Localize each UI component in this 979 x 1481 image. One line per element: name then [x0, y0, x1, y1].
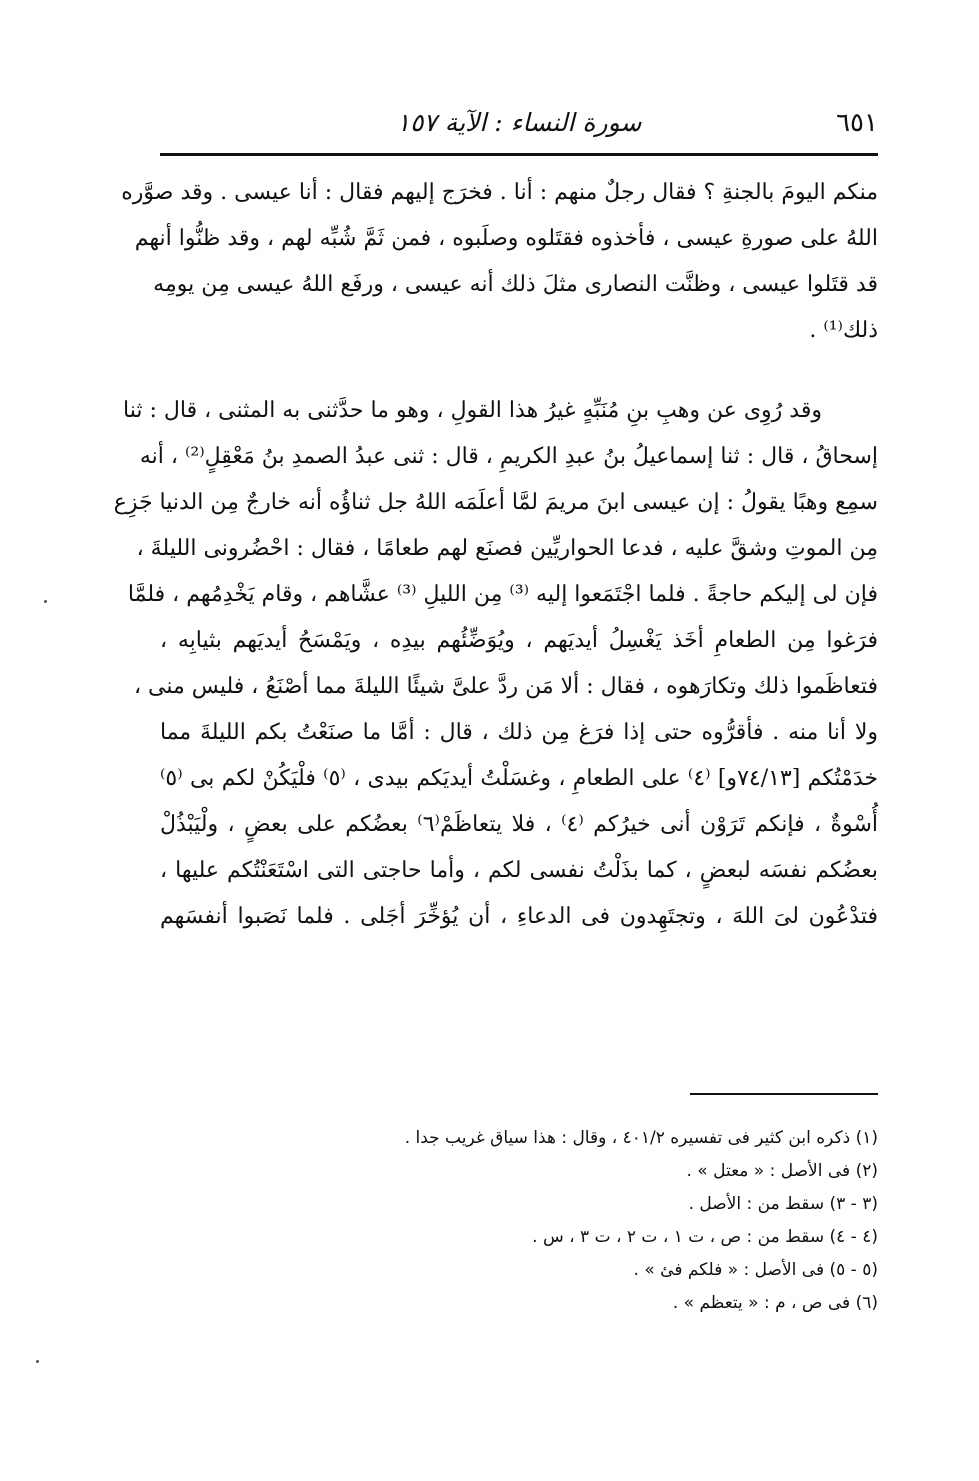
- text-line: فتدْعُون لىَ اللهَ ، وتجتَهِدون فى الدعاءِ ، أن يُؤخِّرَ أجَلى . فلما نَصَبوا أنفسَهم: [160, 904, 878, 929]
- text-line: وقد رُوِى عن وهبِ بنِ مُنَبِّهٍ غيرُ هذا القولِ ، وهو ما حدَّثنى به المثنى ، قال : ثنا: [123, 398, 822, 423]
- footnote-6: (٦) فى ص ، م : « يتعظم » .: [672, 1293, 878, 1313]
- paragraph-gap: [160, 354, 878, 388]
- footnote-1: (١) ذكره ابن كثير فى تفسيره ٤٠١/٢ ، وقال : هذا سياق غريب جدا .: [404, 1128, 878, 1148]
- text-line: فتعاظَموا ذلك وتكارَهوه ، فقال : ألا مَن ردَّ علىَّ شيئًا الليلةَ مما أصْنَعُ ، فليس منى ،: [133, 674, 878, 699]
- text-line: بعضُكم نفسَه لبعضٍ ، كما بذَلْتُ نفسى لكم ، وأما حاجتى التى اسْتَعَنْتُكم عليها ،: [160, 858, 878, 883]
- footnotes: [300, 1122, 878, 1320]
- text-line: إسحاقُ ، قال : ثنا إسماعيلُ بنُ عبدِ الكريمِ ، قال : ثنى عبدُ الصمدِ بنُ مَعْقِلٍ⁽²⁾ ، أنه: [139, 444, 878, 469]
- footnote-5: (٥ - ٥) فى الأصل : « فلكم فئ » .: [633, 1260, 878, 1280]
- scan-speck: [36, 1360, 39, 1363]
- text-line: اللهُ على صورةِ عيسى ، فأخذوه فقتَلوه وصلَبوه ، فمن ثَمَّ شُبِّه لهم ، وقد ظنُّوا أنهم: [134, 226, 878, 251]
- running-title: سورة النساء : الآية ١٥٧: [396, 108, 642, 137]
- text-line: فرَغوا مِن الطعامِ أخَذ يَغْسِلُ أيديَهم ، ويُوَضِّئُهم بيدِه ، ويَمْسَحُ أيديَهم بثيابِه ،: [160, 628, 878, 653]
- text-line: خدَمْتُكم [٧٤/١٣و] ⁽٤⁾ على الطعامِ ، وغسَلْتُ أيديَكم بيدى ، ⁽٥⁾ فلْيَكُنْ لكم بى ⁽٥⁾: [160, 766, 879, 791]
- footnote-3: (٣ - ٣) سقط من : الأصل .: [688, 1194, 878, 1214]
- footnote-4: (٤ - ٤) سقط من : ص ، ت ١ ، ت ٢ ، ت ٣ ، س .: [532, 1227, 878, 1247]
- main-text: [113, 170, 879, 940]
- page-header: [160, 92, 878, 152]
- header-rule: [160, 153, 878, 156]
- page-number: ٦٥١: [836, 108, 878, 138]
- text-line: سمِع وهبًا يقولُ : إن عيسى ابنَ مريمَ لمَّا أعلَمَه اللهُ جل ثناؤُه أنه خارجٌ مِن الدنيا جَزِع: [113, 490, 878, 515]
- footnote-2: (٢) فى الأصل : « معتل » .: [686, 1161, 878, 1181]
- text-line: فإن لى إليكم حاجةً . فلما اجْتَمَعوا إليه ⁽³⁾ مِن الليلِ ⁽³⁾ عشَّاهم ، وقام يَخْدِمُهم ، فلمَّا: [127, 582, 878, 607]
- text-line: أُسْوةٌ ، فإنكم تَرَوْن أنى خيرُكم ⁽٤⁾ ، فلا يتعاظَمْ⁽٦⁾ بعضُكم على بعضٍ ، ولْيَبْذُلْ: [160, 812, 878, 837]
- footnote-rule: [690, 1093, 878, 1095]
- text-line: منكم اليومَ بالجنةِ ؟ فقال رجلٌ منهم : أنا . فخرَج إليهم فقال : أنا عيسى . وقد صوَّره: [121, 180, 878, 205]
- text-line: ذلك⁽¹⁾ .: [809, 318, 878, 343]
- text-line: ولا أنا منه . فأقرُّوه حتى إذا فرَغ مِن ذلك ، قال : أمَّا ما صنَعْتُ بكم الليلةَ مما: [160, 720, 878, 745]
- scan-speck: [44, 600, 47, 603]
- text-line: قد قتَلوا عيسى ، وظنَّت النصارى مثلَ ذلك أنه عيسى ، ورفَع اللهُ عيسى مِن يومِه: [153, 272, 878, 297]
- text-line: مِن الموتِ وشقَّ عليه ، فدعا الحواريِّين فصنَع لهم طعامًا ، فقال : احْضُرونى الليلةَ ،: [136, 536, 878, 561]
